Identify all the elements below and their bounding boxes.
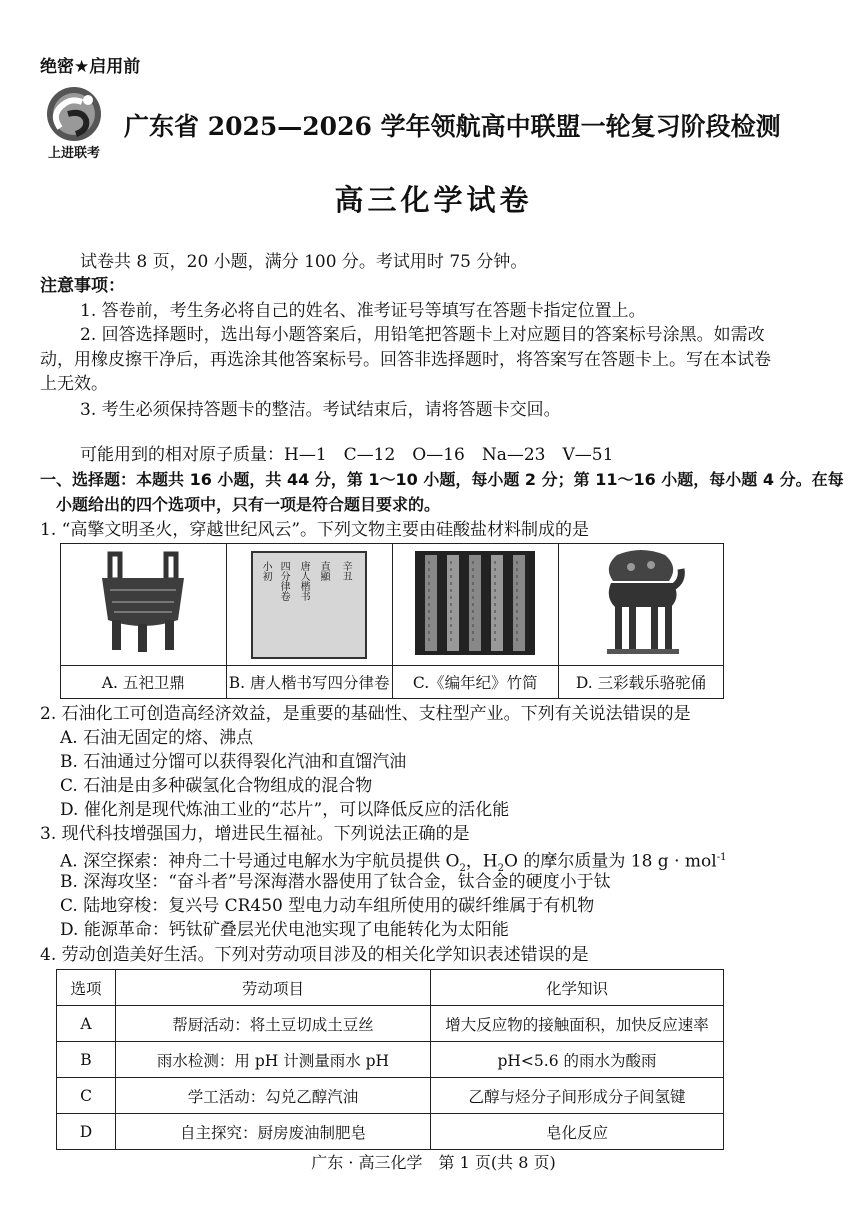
option-c-caption: C.《编年纪》竹简	[392, 666, 558, 699]
q2-option-b: B. 石油通过分馏可以获得裂化汽油和直馏汽油	[60, 752, 407, 772]
section-1-line-2: 小题给出的四个选项中，只有一项是符合题目要求的。	[56, 495, 441, 514]
secret-label: 绝密★启用前	[40, 57, 141, 77]
q2-option-c: C. 石油是由多种碳氢化合物组成的混合物	[60, 776, 373, 796]
table-row	[57, 1078, 724, 1114]
q4-row-b-chem: pH<5.6 的雨水为酸雨	[431, 1042, 724, 1078]
logo-text: 上进联考	[47, 146, 100, 161]
paper-title: 高三化学试卷	[334, 183, 533, 217]
q3-a-sup: -1	[716, 852, 727, 863]
q3-a-text-1: A. 深空探索：神舟二十号通过电解水为宇航员提供 O	[60, 851, 460, 872]
q3-a-text-2: ，H	[465, 851, 498, 872]
notes-heading: 注意事项：	[40, 276, 125, 296]
q2-stem: 2. 石油化工可创造高经济效益，是重要的基础性、支柱型产业。下列有关说法错误的是	[40, 704, 691, 724]
q3-option-b: B. 深海攻坚：“奋斗者”号深海潜水器使用了钛合金，钛合金的硬度小于钛	[60, 872, 611, 892]
option-a-caption: A. 五祀卫鼎	[61, 666, 227, 699]
section-1-line-1: 一、选择题：本题共 16 小题，共 44 分，第 1～10 小题，每小题 2 分；第 11～16 小题，每小题 4 分。在每	[40, 470, 844, 489]
camel-figurine-icon	[591, 547, 691, 659]
note-2-line-3: 上无效。	[40, 374, 108, 394]
table-row	[57, 1042, 724, 1078]
q4-header-chem: 化学知识	[431, 970, 724, 1006]
scroll-text-2: 四分律卷	[278, 560, 290, 601]
exam-title: 广东省 2025—2026 学年领航高中联盟一轮复习阶段检测	[124, 112, 781, 141]
note-2-line-1: 2. 回答选择题时，选出每小题答案后，用铅笔把答题卡上对应题目的答案标号涂黑。如需改	[80, 325, 765, 345]
ding-icon	[88, 548, 198, 658]
q3-option-d: D. 能源革命：钙钛矿叠层光伏电池实现了电能转化为太阳能	[60, 920, 509, 940]
scroll-text-3: 唐人楷书	[298, 560, 310, 601]
artifact-d-image	[558, 544, 723, 666]
note-2-line-2: 动，用橡皮擦干净后，再选涂其他答案标号。回答非选择题时，将答案写在答题卡上。写在本试卷	[40, 350, 771, 370]
option-d-caption: D. 三彩载乐骆驼俑	[558, 666, 723, 699]
q4-header-option: 选项	[57, 970, 116, 1006]
q4-row-c-chem: 乙醇与烃分子间形成分子间氢键	[431, 1078, 724, 1114]
artifact-a-image	[61, 544, 227, 666]
q4-row-d-labor: 自主探究：厨房废油制肥皂	[116, 1114, 431, 1150]
atomic-mass: 可能用到的相对原子质量：H—1 C—12 O—16 Na—23 V—51	[80, 445, 614, 465]
note-3: 3. 考生必须保持答题卡的整洁。考试结束后，请将答题卡交回。	[80, 400, 561, 420]
scroll-text-4: 直顯	[318, 560, 330, 581]
q4-row-d-option: D	[57, 1114, 116, 1150]
artifact-b-image	[226, 544, 392, 666]
q2-option-d: D. 催化剂是现代炼油工业的“芯片”，可以降低反应的活化能	[60, 800, 510, 820]
q3-a-text-3: O 的摩尔质量为 18 g · mol	[504, 851, 717, 872]
exam-logo	[38, 84, 110, 164]
page-footer: 广东 · 高三化学 第 1 页(共 8 页)	[311, 1153, 556, 1172]
q4-row-b-labor: 雨水检测：用 pH 计测量雨水 pH	[116, 1042, 431, 1078]
q4-stem: 4. 劳动创造美好生活。下列对劳动项目涉及的相关化学知识表述错误的是	[40, 945, 589, 965]
scroll-text-5: 辛丑	[340, 560, 352, 581]
q1-image-table	[60, 543, 724, 699]
q4-row-a-labor: 帮厨活动：将土豆切成土豆丝	[116, 1006, 431, 1042]
option-b-caption: B. 唐人楷书写四分律卷	[226, 666, 392, 699]
q4-row-b-option: B	[57, 1042, 116, 1078]
artifact-c-image	[392, 544, 558, 666]
q3-a-sub-1: 2	[459, 863, 466, 875]
note-1: 1. 答卷前，考生务必将自己的姓名、准考证号等填写在答题卡指定位置上。	[80, 301, 646, 321]
table-row	[57, 1006, 724, 1042]
q4-row-a-chem: 增大反应物的接触面积，加快反应速率	[431, 1006, 724, 1042]
q1-stem: 1. “高擎文明圣火，穿越世纪风云”。下列文物主要由硅酸盐材料制成的是	[40, 520, 590, 540]
q3-a-sub-2: 2	[497, 863, 505, 875]
table-row	[57, 1114, 724, 1150]
bamboo-slips-icon	[415, 551, 535, 655]
q4-row-c-option: C	[57, 1078, 116, 1114]
q2-option-a: A. 石油无固定的熔、沸点	[60, 728, 254, 748]
q4-row-c-labor: 学工活动：勾兑乙醇汽油	[116, 1078, 431, 1114]
q4-row-a-option: A	[57, 1006, 116, 1042]
intro-text: 试卷共 8 页，20 小题，满分 100 分。考试用时 75 分钟。	[80, 252, 528, 272]
scroll-text-1: 小初	[260, 560, 272, 581]
q4-header-labor: 劳动项目	[116, 970, 431, 1006]
q4-row-d-chem: 皂化反应	[431, 1114, 724, 1150]
q4-table	[56, 969, 724, 1150]
q3-stem: 3. 现代科技增强国力，增进民生福祉。下列说法正确的是	[40, 824, 470, 844]
q3-option-c: C. 陆地穿梭：复兴号 CR450 型电力动车组所使用的碳纤维属于有机物	[60, 896, 595, 916]
